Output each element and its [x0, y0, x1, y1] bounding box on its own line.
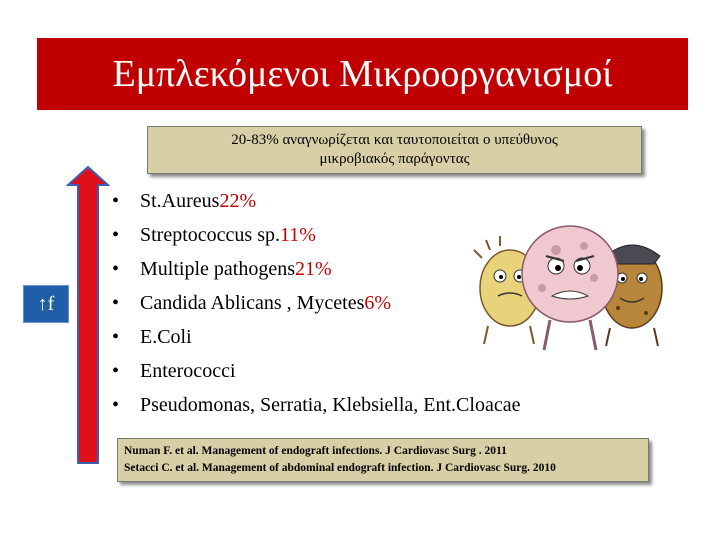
- bullet-symbol: •: [112, 394, 120, 416]
- bullet-text: Pseudomonas, Serratia, Klebsiella, Ent.Cloacae: [140, 394, 521, 416]
- cartoon-microbes-illustration: [470, 188, 670, 366]
- bullet-item: [112, 326, 520, 360]
- bullet-item: [112, 360, 520, 394]
- bullet-text: E.Coli: [140, 326, 192, 348]
- subtitle-box: [147, 126, 642, 174]
- subtitle-line-1: 20-83% αναγνωρίζεται και ταυτοποιείται ο υπεύθυνος: [231, 132, 558, 148]
- bullet-list: [112, 190, 520, 428]
- side-label: ↑f: [23, 285, 69, 323]
- bullet-percent: 21%: [294, 258, 332, 280]
- bullet-symbol: •: [112, 258, 120, 280]
- center-microbe: [522, 226, 618, 350]
- slide-title: Εμπλεκόμενοι Μικροοργανισμοί: [112, 53, 613, 95]
- subtitle-text: [231, 131, 558, 169]
- bullet-item: [112, 190, 520, 224]
- bullet-text: Enterococci: [140, 360, 236, 382]
- bullet-symbol: •: [112, 224, 120, 246]
- bullet-text: Streptococcus sp.: [140, 224, 280, 246]
- bullet-percent: 6%: [364, 292, 392, 314]
- bullet-percent: 22%: [219, 190, 257, 212]
- reference-line: Setacci C. et al. Management of abdominal endograft infection. J Cardiovasc Surg. 2010: [124, 462, 556, 474]
- title-banner: [37, 38, 688, 110]
- bullet-symbol: •: [112, 360, 120, 382]
- bullet-item: [112, 224, 520, 258]
- reference-line: Numan F. et al. Management of endograft infections. J Cardiovasc Surg . 2011: [124, 445, 507, 457]
- bullet-item: [112, 394, 520, 428]
- bullet-item: [112, 258, 520, 292]
- references-box: [117, 438, 649, 482]
- bullet-item: [112, 292, 520, 326]
- subtitle-line-2: μικροβιακός παράγοντας: [319, 151, 470, 167]
- bullet-text: St.Aureus: [140, 190, 220, 212]
- bullet-text: Candida Ablicans , Mycetes: [140, 292, 365, 314]
- up-arrow-icon: [66, 165, 110, 465]
- bullet-symbol: •: [112, 190, 120, 212]
- bullet-symbol: •: [112, 326, 120, 348]
- bullet-percent: 11%: [279, 224, 316, 246]
- bullet-symbol: •: [112, 292, 120, 314]
- bullet-text: Multiple pathogens: [140, 258, 295, 280]
